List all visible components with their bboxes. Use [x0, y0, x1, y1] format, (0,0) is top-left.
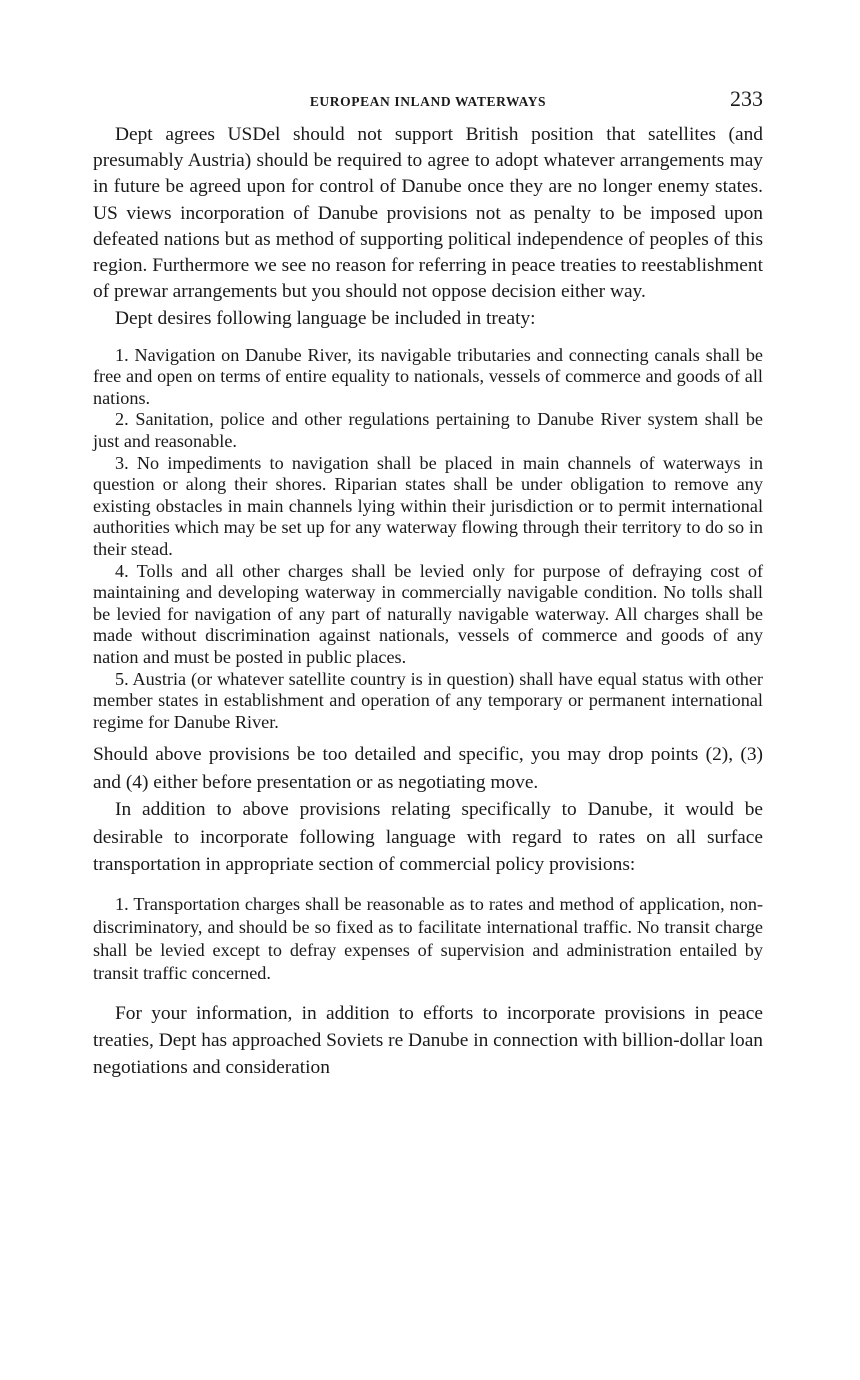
- drop-points-paragraph: Should above provisions be too detailed and specific, you may drop points (2), (3) and (4) either before presentation or as negotiating move.: [93, 744, 763, 793]
- danube-provision-5: 5. Austria (or whatever satellite country is in question) shall have equal status with other member states in establishment and operation of any temporary or permanent international regime for Danube River.: [93, 668, 763, 732]
- transport-provisions-list: [93, 893, 763, 986]
- danube-provision-3: 3. No impediments to navigation shall be placed in main channels of waterways in question or along their shores. Riparian states shall be under obligation to remove any existing obstacles in main channels lying within their jurisdiction or to permit international authorities which may be set up for any waterway flowing through their territory to do so in their stead.: [93, 452, 763, 559]
- intro-paragraph: Dept agrees USDel should not support British position that satellites (and presumably Austria) should be required to agree to adopt whatever arrangements may in future be agreed upon for control of Danube once they are no longer enemy states. US views incorporation of Danube provisions not as penalty to be imposed upon defeated nations but as method of supporting political independence of peoples of this region. Furthermore we see no reason for referring in peace treaties to reestablishment of prewar arrangements but you should not oppose decision either way.: [93, 124, 763, 303]
- danube-provisions-list: [93, 345, 763, 734]
- middle-section: [93, 741, 763, 879]
- transport-provision-1: 1. Transportation charges shall be reasonable as to rates and method of application, non-discriminatory, and should be so fixed as to facilitate international traffic. No transit charge shall be levied except to defray expenses of supervision and administration entailed by transit traffic concerned.: [93, 893, 763, 984]
- danube-provision-1: 1. Navigation on Danube River, its navigable tributaries and connecting canals shall be free and open on terms of entire equality to nationals, vessels of commerce and goods of all nations.: [93, 344, 763, 408]
- page-header: [93, 86, 763, 116]
- danube-provision-4: 4. Tolls and all other charges shall be levied only for purpose of defraying cost of maintaining and developing waterway in commercially navigable condition. No tolls shall be levied for navigation of any part of naturally navigable waterway. All charges shall be made without discrimination against nationals, vessels of commerce and goods of any nation and must be posted in public places.: [93, 560, 763, 667]
- lead-paragraph: Dept desires following language be included in treaty:: [115, 308, 536, 330]
- page-number: 233: [730, 86, 763, 111]
- addition-paragraph: In addition to above provisions relating specifically to Danube, it would be desirable to incorporate following language with regard to rates on all surface transportation in appropriate section of commercial policy provisions:: [93, 799, 763, 876]
- danube-provision-2: 2. Sanitation, police and other regulations pertaining to Danube River system shall be just and reasonable.: [93, 409, 763, 451]
- closing-paragraph: For your information, in addition to efforts to incorporate provisions in peace treaties, Dept has approached Soviets re Danube in connection with billion-dollar loan negotiations and consideration: [93, 1002, 763, 1078]
- running-title: EUROPEAN INLAND WATERWAYS: [309, 94, 547, 109]
- document-page: [93, 86, 763, 1081]
